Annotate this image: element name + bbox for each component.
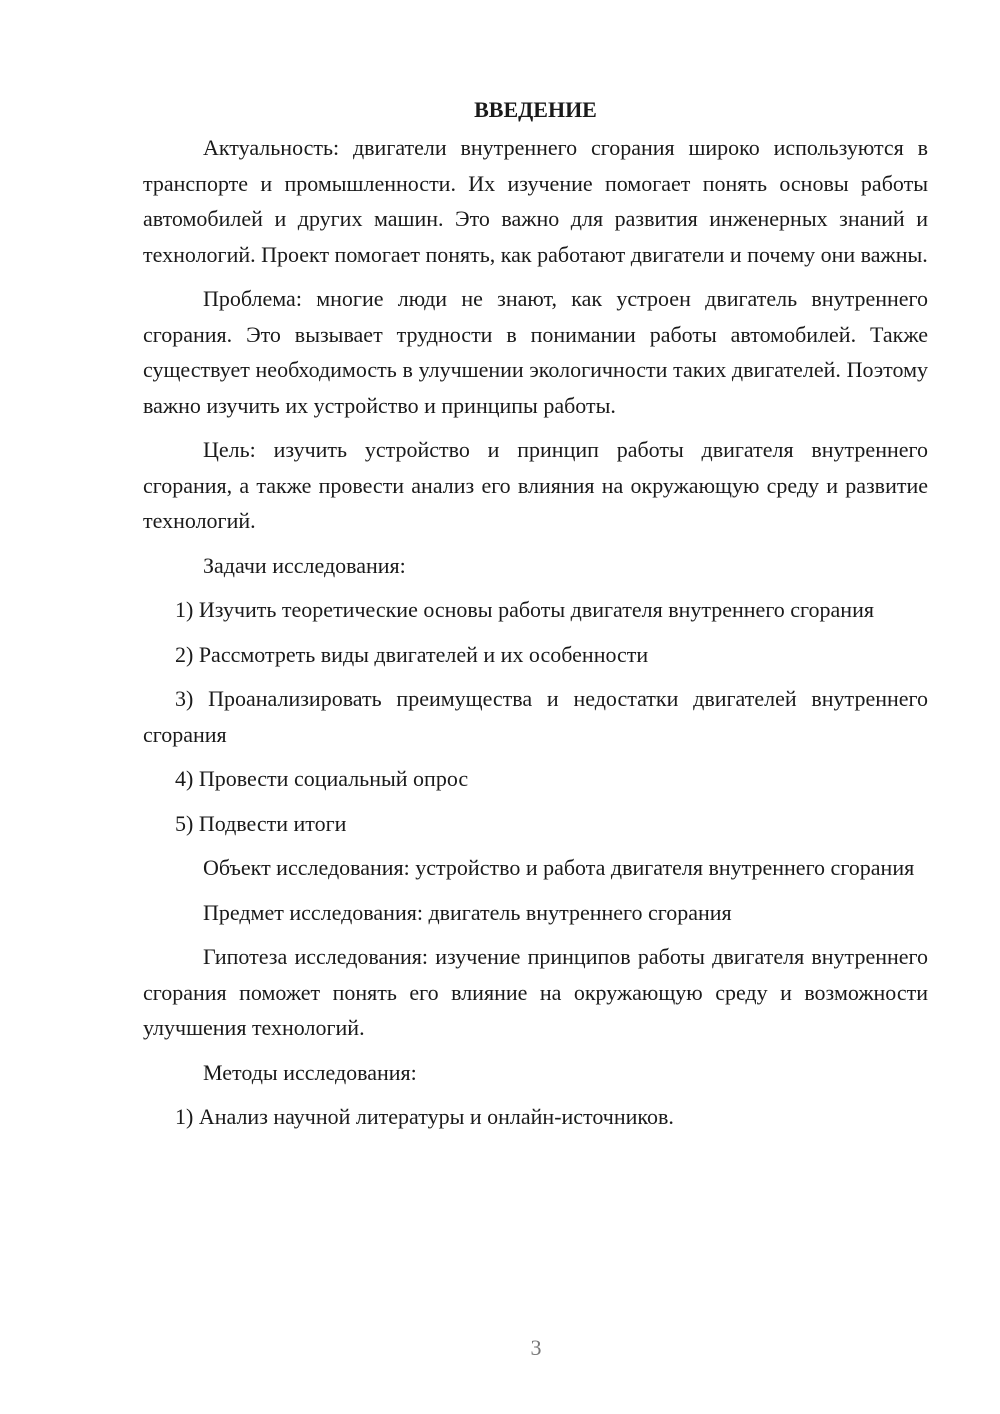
task-item: 4) Провести социальный опрос bbox=[175, 766, 469, 791]
problem-paragraph: Проблема: многие люди не знают, как устроен двигатель внутреннего сгорания. Это вызывает трудности в понимании работы автомобилей. Также существует необходимость в улучшении экологичности таких двигателей. Поэтому важно изучить их устройство и принципы работы. bbox=[143, 286, 928, 418]
task-item: 3) Проанализировать преимущества и недостатки двигателей внутреннего сгорания bbox=[143, 686, 928, 747]
task-item: 1) Изучить теоретические основы работы двигателя внутреннего сгорания bbox=[175, 597, 874, 622]
page-content bbox=[143, 92, 928, 1135]
method-item: 1) Анализ научной литературы и онлайн-источников. bbox=[175, 1104, 674, 1129]
methods-title: Методы исследования: bbox=[203, 1059, 417, 1085]
goal-paragraph: Цель: изучить устройство и принцип работы двигателя внутреннего сгорания, а также провести анализ его влияния на окружающую среду и развитие технологий. bbox=[143, 437, 928, 533]
relevance-paragraph: Актуальность: двигатели внутреннего сгорания широко используются в транспорте и промышленности. Их изучение помогает понять основы работы автомобилей и других машин. Это важно для развития инженерных знаний и технологий. Проект помогает понять, как работают двигатели и почему они важны. bbox=[143, 135, 928, 267]
hypothesis-paragraph: Гипотеза исследования: изучение принципов работы двигателя внутреннего сгорания поможет понять его влияние на окружающую среду и возможности улучшения технологий. bbox=[143, 944, 928, 1040]
object-paragraph: Объект исследования: устройство и работа двигателя внутреннего сгорания bbox=[203, 855, 915, 880]
task-item: 5) Подвести итоги bbox=[175, 810, 347, 836]
section-heading: ВВЕДЕНИЕ bbox=[474, 97, 597, 122]
page-number: 3 bbox=[530, 1335, 542, 1360]
task-item: 2) Рассмотреть виды двигателей и их особенности bbox=[175, 641, 649, 667]
subject-paragraph: Предмет исследования: двигатель внутреннего сгорания bbox=[203, 899, 732, 925]
tasks-title: Задачи исследования: bbox=[203, 552, 406, 578]
